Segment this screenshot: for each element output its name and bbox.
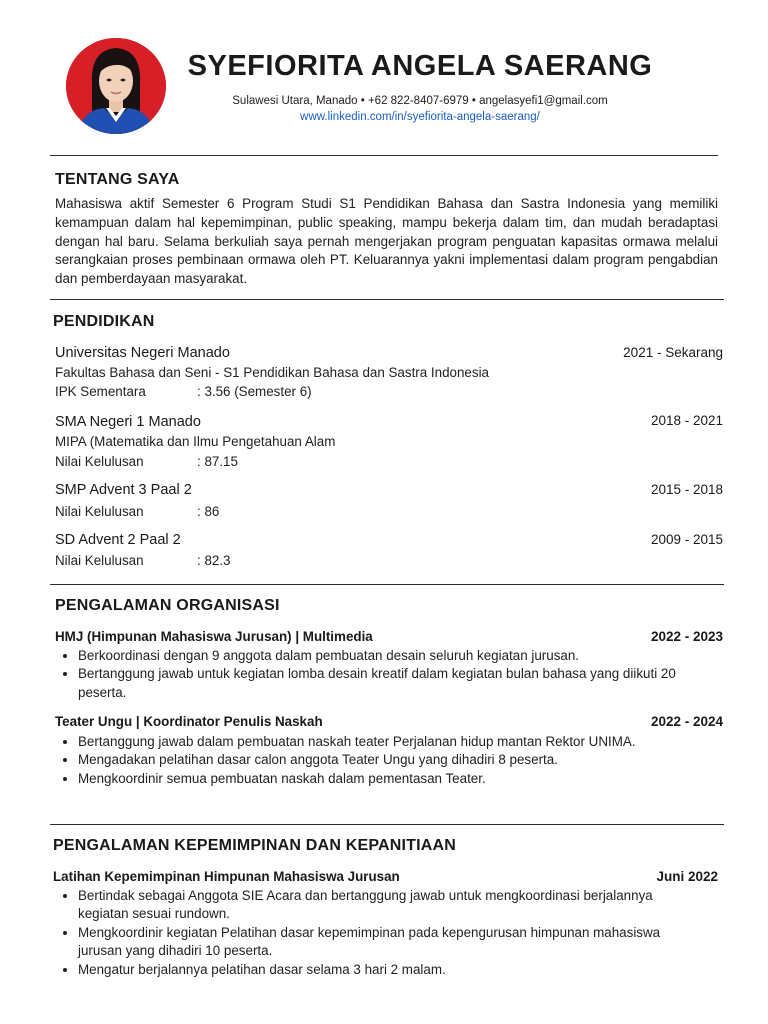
school-detail: MIPA (Matematika dan Ilmu Pengetahuan Alam bbox=[55, 434, 336, 449]
leadership-title: PENGALAMAN KEPEMIMPINAN DAN KEPANITIAAN bbox=[53, 837, 457, 854]
experience-title: HMJ (Himpunan Mahasiswa Jurusan) | Multimedia bbox=[55, 629, 373, 644]
header-divider bbox=[50, 155, 718, 156]
bullet-item: • Berkoordinasi dengan 9 anggota dalam pembuatan desain seluruh kegiatan jurusan. bbox=[78, 647, 698, 665]
bullet-item: • Bertanggung jawab untuk kegiatan lomba desain kreatif dalam kegiatan bulan bahasa yang diikuti 20 peserta. bbox=[78, 665, 698, 702]
score-label: Nilai Kelulusan bbox=[55, 504, 144, 519]
contact-line: Sulawesi Utara, Manado • +62 822-8407-6979 • angelasyefi1@gmail.com bbox=[232, 95, 608, 107]
school-name: SMP Advent 3 Paal 2 bbox=[55, 482, 192, 498]
score-value: : 87.15 bbox=[197, 454, 238, 469]
school-name: SMA Negeri 1 Manado bbox=[55, 414, 201, 430]
experience-date: 2022 - 2024 bbox=[650, 714, 723, 729]
bullet-item: • Mengkoordinir kegiatan Pelatihan dasar kepemimpinan pada kepengurusan himpunan mahasiswa jurusan yang dihadiri 10 peserta. bbox=[78, 924, 698, 961]
candidate-name: SYEFIORITA ANGELA SAERANG bbox=[187, 50, 653, 82]
about-divider bbox=[50, 299, 724, 300]
education-divider bbox=[50, 584, 724, 585]
experience-bullets bbox=[55, 887, 698, 979]
experience-title: Latihan Kepemimpinan Himpunan Mahasiswa Jurusan bbox=[53, 869, 400, 884]
school-detail: Fakultas Bahasa dan Seni - S1 Pendidikan Bahasa dan Sastra Indonesia bbox=[55, 365, 489, 380]
experience-date: Juni 2022 bbox=[656, 869, 718, 884]
score-value: : 86 bbox=[197, 504, 220, 519]
school-score bbox=[55, 384, 312, 399]
school-date: 2021 - Sekarang bbox=[623, 345, 723, 360]
school-score bbox=[55, 454, 238, 469]
score-value: : 3.56 (Semester 6) bbox=[197, 384, 312, 399]
about-title: TENTANG SAYA bbox=[55, 171, 180, 188]
organization-divider bbox=[50, 824, 724, 825]
education-title: PENDIDIKAN bbox=[53, 313, 155, 330]
school-date: 2018 - 2021 bbox=[650, 413, 723, 428]
experience-bullets bbox=[55, 647, 698, 702]
school-score bbox=[55, 553, 231, 568]
bullet-item: • Mengatur berjalannya pelatihan dasar selama 3 hari 2 malam. bbox=[78, 961, 698, 979]
linkedin-link[interactable]: www.linkedin.com/in/syefiorita-angela-saerang/ bbox=[300, 111, 540, 123]
linkedin-row bbox=[150, 111, 690, 123]
score-label: Nilai Kelulusan bbox=[55, 454, 144, 469]
bullet-item: • Bertanggung jawab dalam pembuatan naskah teater Perjalanan hidup mantan Rektor UNIMA. bbox=[78, 733, 698, 751]
about-text: Mahasiswa aktif Semester 6 Program Studi S1 Pendidikan Bahasa dan Sastra Indonesia yang memiliki kemampuan dalam hal kepemimpinan, public speaking, mampu bekerja dalam tim, dan mudah beradaptasi dengan hal baru. Selama berkuliah saya pernah mengerjakan program penguatan kapasitas ormawa melalui serangkaian proses pembinaan ormawa oleh PT. Keluarannya yakni implementasi dalam program pengabdian dan pemberdayaan masyarakat. bbox=[55, 196, 718, 287]
organization-title: PENGALAMAN ORGANISASI bbox=[55, 597, 280, 614]
experience-date: 2022 - 2023 bbox=[650, 629, 723, 644]
bullet-item: • Bertindak sebagai Anggota SIE Acara dan bertanggung jawab untuk mengkoordinasi berjalannya kegiatan sesuai rundown. bbox=[78, 887, 698, 924]
experience-title: Teater Ungu | Koordinator Penulis Naskah bbox=[55, 714, 323, 729]
bullet-item: • Mengadakan pelatihan dasar calon anggota Teater Ungu yang dihadiri 8 peserta. bbox=[78, 751, 698, 769]
bullet-item: • Mengkoordinir semua pembuatan naskah dalam pementasan Teater. bbox=[78, 770, 698, 788]
score-label: IPK Sementara bbox=[55, 384, 146, 399]
score-value: : 82.3 bbox=[197, 553, 231, 568]
school-name: SD Advent 2 Paal 2 bbox=[55, 532, 181, 548]
experience-bullets bbox=[55, 733, 698, 788]
school-name: Universitas Negeri Manado bbox=[55, 345, 230, 361]
school-date: 2015 - 2018 bbox=[650, 482, 723, 497]
score-label: Nilai Kelulusan bbox=[55, 553, 144, 568]
school-score bbox=[55, 504, 219, 519]
school-date: 2009 - 2015 bbox=[650, 532, 723, 547]
